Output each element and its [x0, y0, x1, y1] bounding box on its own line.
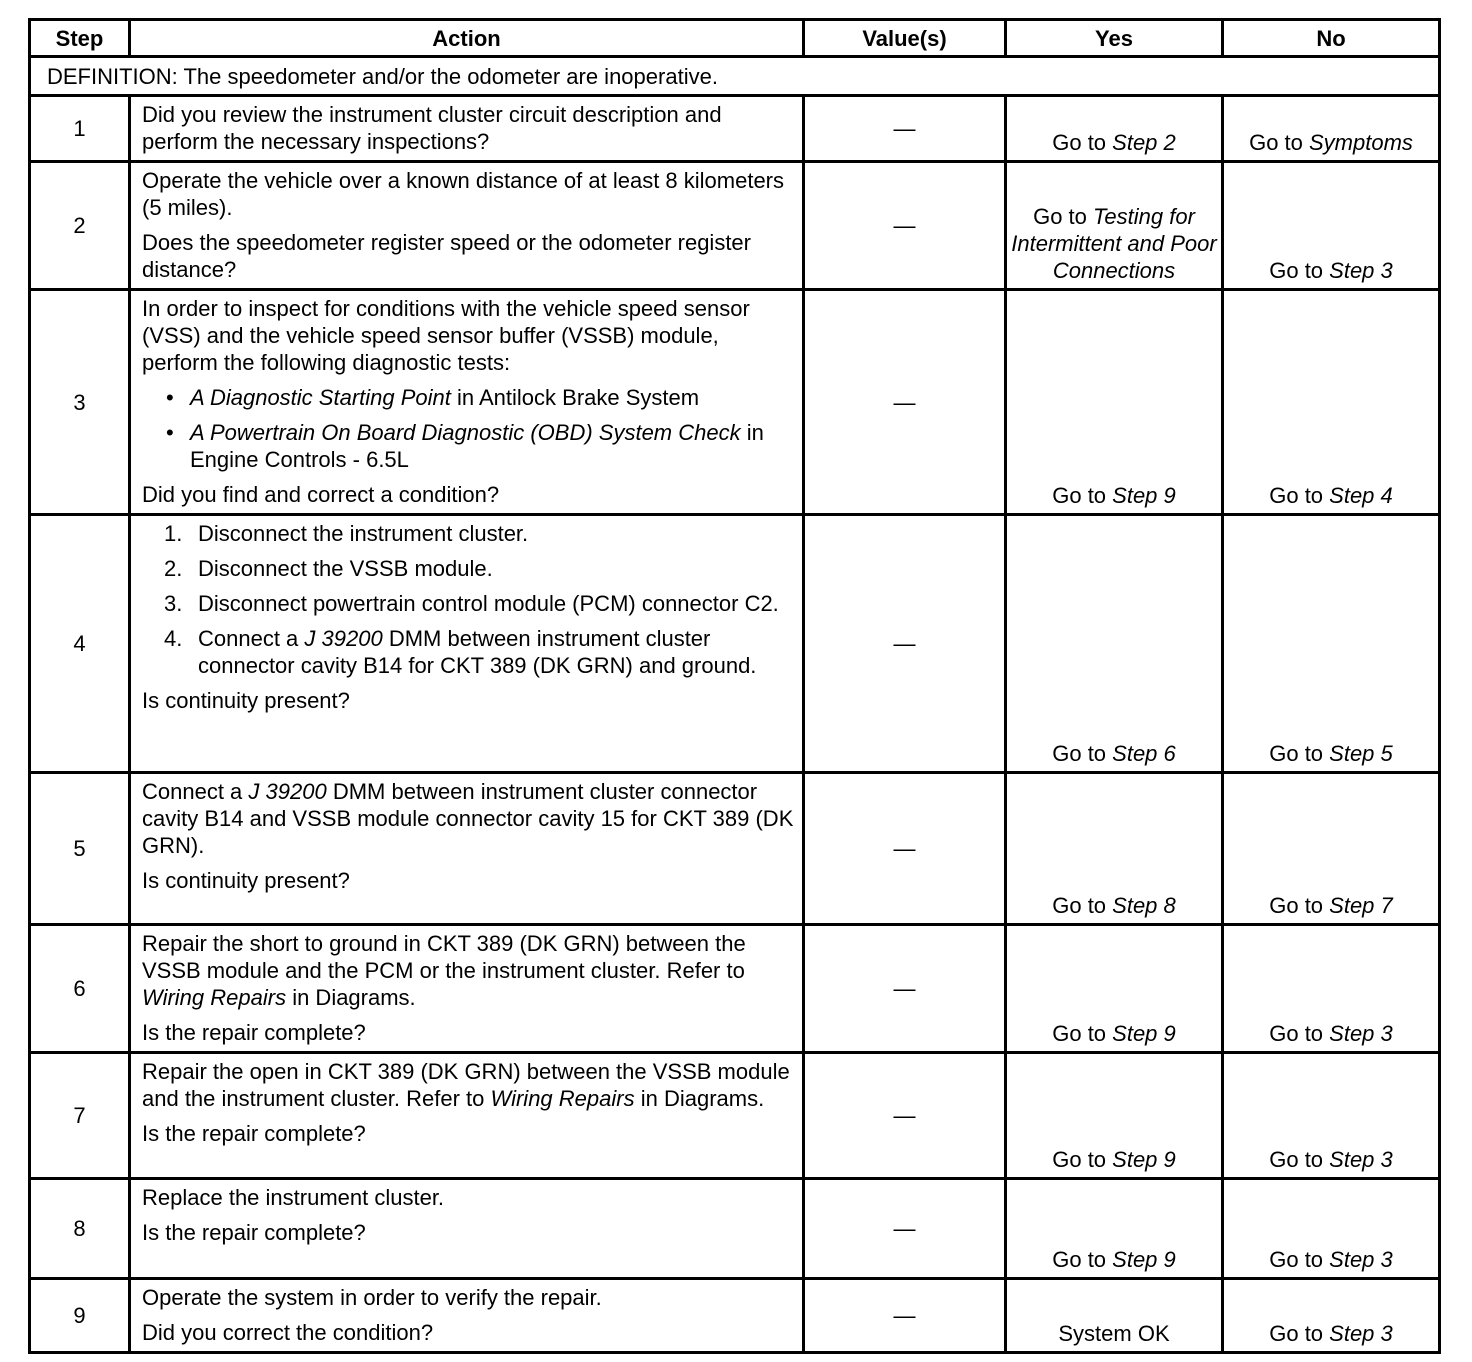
yes-cell [1006, 1279, 1223, 1353]
step-number: 1 [30, 96, 130, 162]
text-run: Go to [1269, 258, 1330, 283]
no-cell [1223, 1053, 1440, 1179]
value-cell: — [804, 290, 1006, 515]
text-run: Disconnect the instrument cluster. [198, 521, 529, 546]
action-cell [130, 773, 804, 925]
diagnostic-table-sheet [28, 18, 1441, 1354]
value-cell: — [804, 96, 1006, 162]
table-row [30, 290, 1440, 515]
italic-reference: Step 8 [1112, 893, 1176, 918]
table-row [30, 1053, 1440, 1179]
italic-reference: Step 9 [1112, 1021, 1176, 1046]
table-row [30, 1179, 1440, 1279]
action-cell [130, 162, 804, 290]
header-values: Value(s) [804, 20, 1006, 57]
value-cell: — [804, 1279, 1006, 1353]
action-cell [130, 96, 804, 162]
text-run: in Engine Controls - 6.5L [190, 420, 764, 472]
yes-cell [1006, 162, 1223, 290]
item-number: 2. [164, 556, 183, 581]
text-run: Repair the short to ground in CKT 389 (DK GRN) between the VSSB module and the PCM or the instrument cluster. Refer to [142, 931, 746, 983]
text-run: Go to [1269, 483, 1330, 508]
action-cell [130, 925, 804, 1053]
action-paragraph [142, 295, 794, 376]
value-cell: — [804, 1179, 1006, 1279]
text-run: Is the repair complete? [142, 1020, 366, 1045]
text-run: Go to [1052, 1147, 1113, 1172]
table-row [30, 96, 1440, 162]
action-paragraph [142, 1184, 794, 1211]
text-run: Repair the open in CKT 389 (DK GRN) between the VSSB module and the instrument cluster. Refer to [142, 1059, 790, 1111]
action-paragraph [142, 167, 794, 221]
header-row [30, 20, 1440, 57]
yes-cell [1006, 96, 1223, 162]
text-run: Go to [1052, 741, 1113, 766]
action-paragraph [142, 1219, 794, 1246]
action-paragraph [142, 1319, 794, 1346]
action-paragraph [142, 101, 794, 155]
italic-reference: Wiring Repairs [490, 1086, 635, 1111]
text-run: Go to [1052, 130, 1113, 155]
text-run: DMM between instrument cluster connector cavity B14 and VSSB module connector cavity 15 for CKT 389 (DK GRN). [142, 779, 794, 858]
action-cell [130, 1279, 804, 1353]
text-run: Go to [1269, 1021, 1330, 1046]
action-paragraph [142, 778, 794, 859]
action-cell [130, 515, 804, 773]
text-run: in Diagrams. [286, 985, 416, 1010]
text-run: Go to [1052, 483, 1113, 508]
value-cell: — [804, 1053, 1006, 1179]
italic-reference: J 39200 [304, 626, 383, 651]
item-number: 3. [164, 591, 183, 616]
italic-reference: Step 3 [1329, 258, 1393, 283]
step-number: 2 [30, 162, 130, 290]
italic-reference: Step 6 [1112, 741, 1176, 766]
table-row [30, 1279, 1440, 1353]
text-run: DMM between instrument cluster connector cavity B14 for CKT 389 (DK GRN) and ground. [198, 626, 757, 678]
action-cell [130, 1053, 804, 1179]
text-run: Is continuity present? [142, 868, 350, 893]
yes-cell [1006, 1179, 1223, 1279]
step-number: 5 [30, 773, 130, 925]
no-cell [1223, 96, 1440, 162]
italic-reference: A Diagnostic Starting Point [190, 385, 451, 410]
action-cell [130, 290, 804, 515]
italic-reference: Wiring Repairs [142, 985, 287, 1010]
italic-reference: Step 3 [1329, 1321, 1393, 1346]
item-number: 4. [164, 626, 183, 651]
table-body [30, 57, 1440, 1353]
value-cell: — [804, 162, 1006, 290]
action-paragraph [142, 930, 794, 1011]
yes-cell [1006, 925, 1223, 1053]
definition-text: DEFINITION: The speedometer and/or the odometer are inoperative. [30, 57, 1440, 96]
text-run: Is the repair complete? [142, 1121, 366, 1146]
value-cell: — [804, 925, 1006, 1053]
italic-reference: Step 3 [1329, 1247, 1393, 1272]
italic-reference: Step 5 [1329, 741, 1393, 766]
italic-reference: Step 3 [1329, 1021, 1393, 1046]
no-cell [1223, 290, 1440, 515]
table-row [30, 515, 1440, 773]
text-run: Connect a [142, 779, 249, 804]
action-paragraph [142, 1120, 794, 1147]
action-cell [130, 1179, 804, 1279]
text-run: Operate the vehicle over a known distance of at least 8 kilometers (5 miles). [142, 168, 785, 220]
text-run: Go to [1033, 204, 1093, 229]
text-run: Go to [1269, 893, 1330, 918]
text-run: Go to [1052, 893, 1113, 918]
text-run: Did you correct the condition? [142, 1320, 434, 1345]
yes-cell [1006, 290, 1223, 515]
header-step: Step [30, 20, 130, 57]
numbered-item [164, 520, 794, 547]
table-row [30, 773, 1440, 925]
text-run: Go to [1052, 1021, 1113, 1046]
text-run: Disconnect the VSSB module. [198, 556, 493, 581]
italic-reference: Testing for Intermittent and Poor Connections [1011, 204, 1217, 283]
italic-reference: Step 2 [1112, 130, 1176, 155]
italic-reference: Step 9 [1112, 1147, 1176, 1172]
text-run: Go to [1269, 1247, 1330, 1272]
text-run: in Diagrams. [634, 1086, 765, 1111]
text-run: Operate the system in order to verify the repair. [142, 1285, 602, 1310]
text-run: Is the repair complete? [142, 1220, 366, 1245]
yes-cell [1006, 515, 1223, 773]
numbered-item [164, 590, 794, 617]
action-paragraph [142, 687, 794, 714]
text-run: Go to [1249, 130, 1309, 155]
text-run: Go to [1052, 1247, 1113, 1272]
step-number: 9 [30, 1279, 130, 1353]
no-cell [1223, 162, 1440, 290]
action-paragraph [142, 1019, 794, 1046]
action-paragraph [142, 1284, 794, 1311]
italic-reference: Step 7 [1329, 893, 1393, 918]
text-run: Go to [1269, 741, 1330, 766]
italic-reference: J 39200 [248, 779, 327, 804]
text-run: Is continuity present? [142, 688, 350, 713]
action-paragraph [142, 481, 794, 508]
italic-reference: Step 9 [1112, 1247, 1176, 1272]
no-cell [1223, 1179, 1440, 1279]
table-row [30, 925, 1440, 1053]
text-run: System OK [1058, 1321, 1170, 1346]
italic-reference: Step 9 [1112, 483, 1176, 508]
item-number: 1. [164, 521, 183, 546]
text-run: In order to inspect for conditions with the vehicle speed sensor (VSS) and the vehicle speed sensor buffer (VSSB) module, perform the following diagnostic tests: [142, 296, 750, 375]
value-cell: — [804, 773, 1006, 925]
step-number: 3 [30, 290, 130, 515]
italic-reference: A Powertrain On Board Diagnostic (OBD) System Check [190, 420, 741, 445]
definition-row [30, 57, 1440, 96]
text-run: Disconnect powertrain control module (PCM) connector C2. [198, 591, 779, 616]
italic-reference: Step 3 [1329, 1147, 1393, 1172]
step-number: 4 [30, 515, 130, 773]
numbered-item [164, 555, 794, 582]
action-paragraph [142, 229, 794, 283]
header-action: Action [130, 20, 804, 57]
no-cell [1223, 515, 1440, 773]
text-run: Replace the instrument cluster. [142, 1185, 445, 1210]
step-number: 7 [30, 1053, 130, 1179]
text-run: Did you find and correct a condition? [142, 482, 500, 507]
no-cell [1223, 925, 1440, 1053]
step-number: 8 [30, 1179, 130, 1279]
text-run: Go to [1269, 1321, 1330, 1346]
header-no: No [1223, 20, 1440, 57]
yes-cell [1006, 773, 1223, 925]
text-run: Did you review the instrument cluster circuit description and perform the necessary inspections? [142, 102, 722, 154]
table-row [30, 162, 1440, 290]
no-cell [1223, 1279, 1440, 1353]
text-run: Does the speedometer register speed or the odometer register distance? [142, 230, 751, 282]
bullet-item [166, 384, 794, 411]
italic-reference: Symptoms [1309, 130, 1413, 155]
action-paragraph [142, 867, 794, 894]
yes-cell [1006, 1053, 1223, 1179]
numbered-item [164, 625, 794, 679]
bullet-item [166, 419, 794, 473]
diagnostic-table [28, 18, 1441, 1354]
text-run: Connect a [198, 626, 305, 651]
text-run: Go to [1269, 1147, 1330, 1172]
value-cell: — [804, 515, 1006, 773]
step-number: 6 [30, 925, 130, 1053]
header-yes: Yes [1006, 20, 1223, 57]
italic-reference: Step 4 [1329, 483, 1393, 508]
no-cell [1223, 773, 1440, 925]
action-paragraph [142, 1058, 794, 1112]
text-run: in Antilock Brake System [450, 385, 700, 410]
